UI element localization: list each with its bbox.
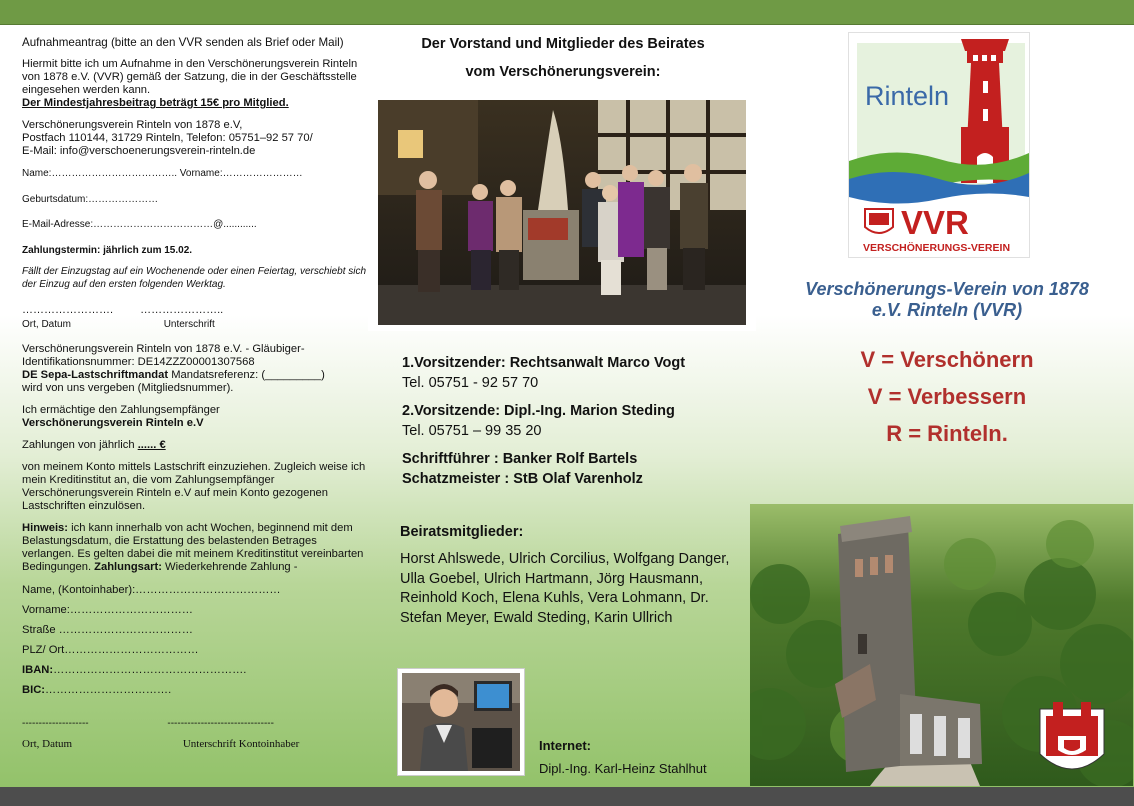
chair1: 1.Vorsitzender: Rechtsanwalt Marco Vogt [402, 355, 686, 371]
mandate-note: wird von uns vergeben (Mitgliedsnummer). [22, 381, 234, 394]
board-heading-2: vom Verschönerungsverein: [465, 64, 661, 80]
association-name-line-2: e.V. Rinteln (VVR) [871, 300, 1023, 320]
email-field[interactable]: E-Mail-Adresse:………………………………@............ [22, 219, 257, 230]
iban-label: IBAN: [22, 663, 54, 676]
mandate-reference: Mandatsreferenz: (_________) [168, 368, 325, 381]
place-date-label: Ort, Datum [22, 319, 71, 330]
board-group-photo [368, 94, 756, 331]
group-photo-image [378, 100, 746, 325]
chair1-phone: Tel. 05751 - 92 57 70 [402, 374, 539, 391]
motto-line-1: V = Verschönern [860, 347, 1034, 372]
payee-name: Verschönerungsverein Rinteln e.V [22, 416, 204, 429]
motto-line-2: V = Verbessern [867, 384, 1027, 409]
bic-field[interactable] [22, 684, 372, 697]
association-name [778, 279, 1116, 321]
iban-field[interactable] [22, 664, 372, 677]
bottom-bar [0, 787, 1134, 806]
address-line-2: Postfach 110144, 31729 Rinteln, Telefon: 05751–92 57 70/ [22, 132, 313, 144]
board-members [402, 354, 742, 489]
payments-text: Zahlungen von jährlich [22, 438, 138, 451]
min-fee: Der Mindestjahresbeitrag beträgt 15€ pro Mitglied. [22, 97, 289, 109]
account-street-field[interactable]: Straße ……………………………… [22, 623, 193, 636]
form-request: Hiermit bitte ich um Aufnahme in den Verschönerungsverein Rinteln von 1878 e.V. (VVR) gemäß der Satzung, die in der Geschäftsstelle eingesehen werden kann. [22, 58, 358, 96]
place-date-label-2: Ort, Datum [22, 737, 73, 750]
address-line-1: Verschönerungsverein Rinteln von 1878 e.V, [22, 119, 243, 131]
birthdate-field[interactable]: Geburtsdatum:………………… [22, 193, 159, 205]
vvr-logo [848, 32, 1030, 258]
sepa-label: DE Sepa-Lastschriftmandat [22, 368, 169, 381]
payments-line [22, 439, 372, 452]
debit-text: von meinem Konto mittels Lastschrift einzuziehen. Zugleich weise ich mein Kreditinstitut an, die vom Zahlungsempfänger Verschönerungsverein Rinteln e.V auf mein Konto gezogenen Lastschriften einzulösen. [22, 460, 366, 512]
chair2: 2.Vorsitzende: Dipl.-Ing. Marion Steding [402, 403, 675, 419]
account-name-field[interactable]: Name, (Kontoinhaber):………………………………… [22, 583, 281, 596]
internet-label: Internet: [539, 738, 591, 753]
motto-line-3: R = Rinteln. [886, 421, 1008, 446]
webmaster-photo [397, 668, 525, 776]
weekend-note: Fällt der Einzugstag auf ein Wochenende oder einen Feiertag, verschiebt sich der Einzug auf den ersten folgenden Werktag. [22, 266, 367, 290]
tower-aerial-photo [750, 504, 1133, 786]
account-city-field[interactable]: PLZ/ Ort……………………………… [22, 643, 199, 656]
hint-text: ich kann innerhalb von acht Wochen, beginnend mit dem Belastungsdatum, die Erstattung des belastenden Betrages verlangen. Es gelten dabei die mit meinem Kreditinstitut vereinbarten Bedingungen. [22, 521, 364, 573]
webmaster-photo-image [402, 673, 520, 771]
place-date-dots[interactable]: ……………………. [22, 304, 114, 316]
logo-vvr-text: VVR [901, 204, 969, 241]
payment-type-label: Zahlungsart: [94, 560, 162, 573]
signature-dots-row [22, 304, 372, 317]
logo-verein-text: VERSCHÖNERUNGS-VEREIN [863, 242, 1011, 254]
coat-of-arms-icon [865, 209, 893, 233]
chair2-phone: Tel. 05751 – 99 35 20 [402, 422, 542, 439]
treasurer: Schatzmeister : StB Olaf Varenholz [402, 470, 643, 487]
association-name-line-1: Verschönerungs-Verein von 1878 [805, 279, 1089, 299]
dash-line-1: -------------------- [22, 717, 89, 729]
advisory-board-members: Horst Ahlswede, Ulrich Corcilius, Wolfgang Danger, Ulla Goebel, Ulrich Hartmann, Jörg Hausmann, Reinhold Koch, Elena Kuhls, Vera Lohmann, Dr. Stefan Meyer, Ewald Steding, Karin Ullrich [400, 551, 730, 627]
signature-labels [22, 319, 372, 332]
signature2-dashes [22, 717, 372, 730]
bic-dots[interactable]: ……………………………. [45, 683, 172, 696]
secretary: Schriftführer : Banker Rolf Bartels [402, 451, 638, 467]
signature-dots[interactable]: ………………….. [140, 304, 224, 316]
tower-aerial-image [750, 504, 1133, 786]
payment-type-value: Wiederkehrende Zahlung - [161, 560, 298, 573]
payment-date: Zahlungstermin: jährlich zum 15.02. [22, 244, 193, 256]
board-heading-1: Der Vorstand und Mitglieder des Beirates [421, 36, 705, 52]
top-bar [0, 0, 1134, 25]
advisory-board-heading: Beiratsmitglieder: [400, 524, 524, 540]
vvr-logo-graphic [849, 33, 1029, 257]
authorize-text: Ich ermächtige den Zahlungsempfänger [22, 403, 220, 416]
logo-city-text: Rinteln [865, 81, 950, 111]
signature2-labels [22, 738, 372, 751]
hint-label: Hinweis: [22, 521, 69, 534]
signature-label: Unterschrift [163, 319, 215, 330]
form-intro: Aufnahmeantrag (bitte an den VVR senden als Brief oder Mail) [22, 36, 344, 49]
address-line-3: E-Mail: info@verschoenerungsverein-rinteln.de [22, 145, 256, 157]
bic-label: BIC: [22, 683, 45, 696]
name-field[interactable]: Name:……………………………….. Vorname:…………………… [22, 168, 303, 179]
sepa-line [22, 369, 372, 382]
membership-form [22, 36, 372, 751]
rinteln-coat-of-arms-icon [1040, 702, 1104, 769]
hint-paragraph [22, 522, 372, 574]
account-holder-signature-label: Unterschrift Kontoinhaber [182, 737, 300, 750]
creditor-id: Verschönerungsverein Rinteln von 1878 e.V. - Gläubiger-Identifikationsnummer: DE14ZZZ00001307568 [22, 342, 305, 368]
iban-dots[interactable]: ……………………………………………. [53, 663, 247, 676]
dash-line-2: -------------------------------- [167, 717, 274, 729]
account-firstname-field[interactable]: Vorname:…………………………… [22, 603, 193, 616]
internet-author: Dipl.-Ing. Karl-Heinz Stahlhut [539, 761, 707, 776]
payments-amount[interactable]: ...... € [137, 438, 166, 451]
